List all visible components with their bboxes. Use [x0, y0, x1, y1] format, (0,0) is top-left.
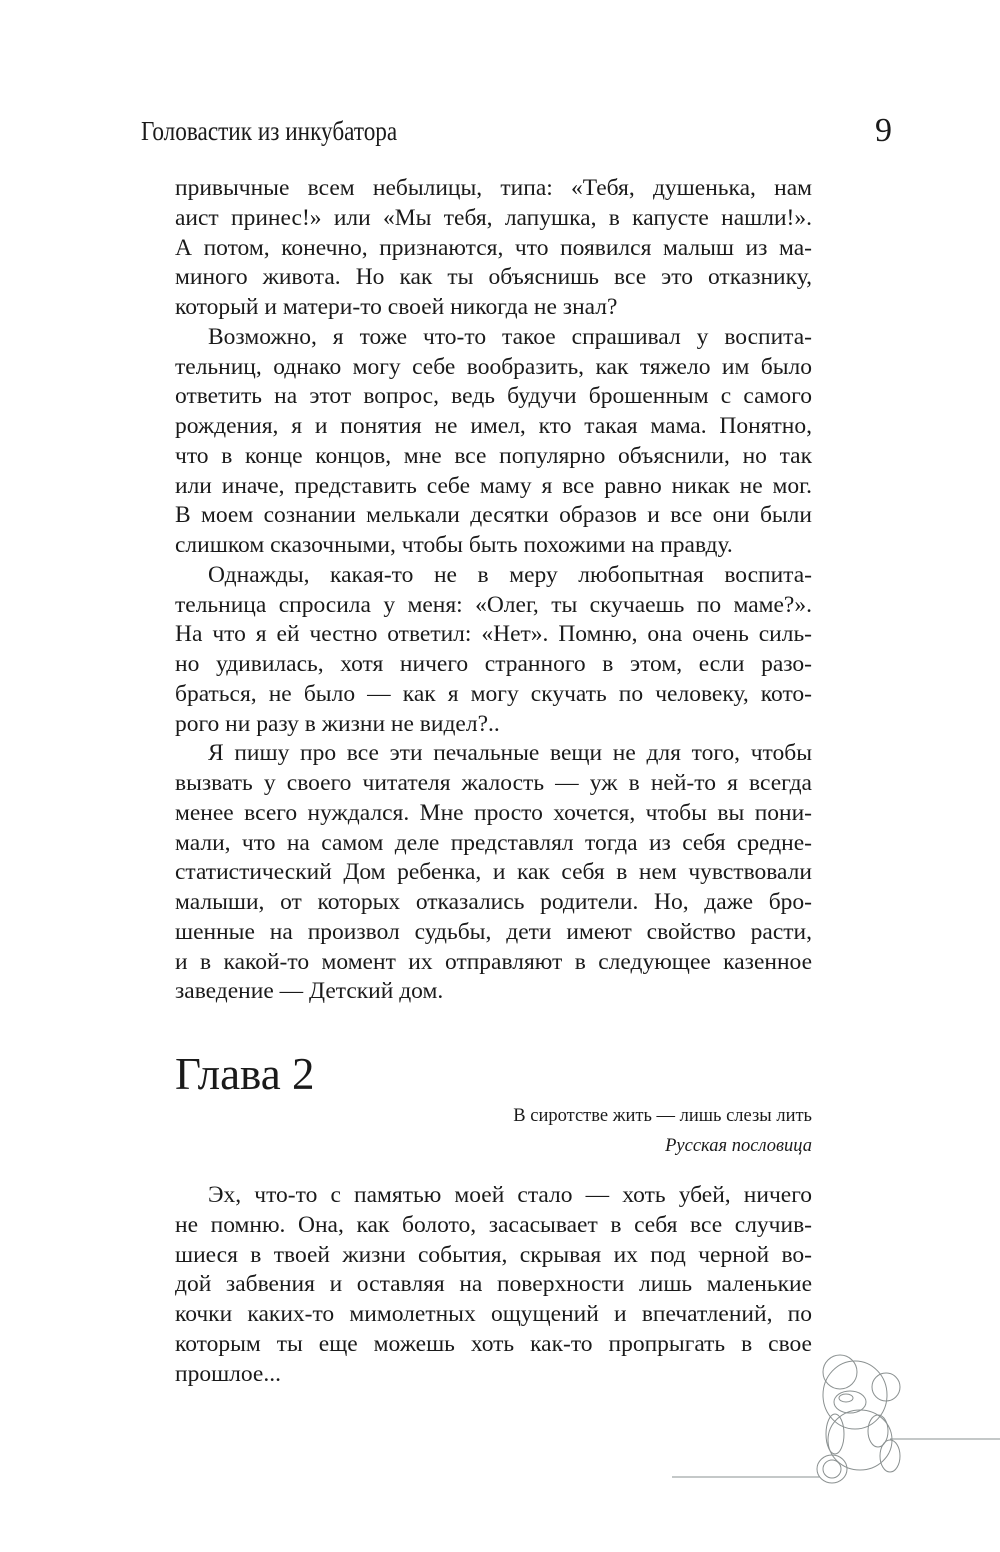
text-line: статистический Дом ребенка, и как себя в нем чувствовали	[175, 859, 812, 886]
text-line: мали, что на самом деле представлял тогда из себя средне-	[175, 829, 812, 856]
text-line: ответить на этот вопрос, ведь будучи брошенным с самого	[175, 383, 812, 410]
text-line: не помню. Она, как болото, засасывает в себя все случив-	[175, 1211, 812, 1238]
text-line: шиеся в твоей жизни события, скрывая их под черной во-	[175, 1241, 812, 1268]
text-line: миного живота. Но как ты объяснишь все это отказнику,	[175, 264, 812, 291]
text-line: рождения, я и понятия не имел, кто такая мама. Понятно,	[175, 413, 812, 439]
text-line: которым ты еще можешь хоть как-то пропрыгать в свое	[175, 1330, 812, 1357]
text-line: браться, не было — как я могу скучать по человеку, кото-	[175, 680, 812, 707]
text-line: На что я ей честно ответил: «Нет». Помню, она очень силь-	[175, 621, 812, 648]
text-line: вызвать у своего читателя жалость — уж в ней-то я всегда	[175, 770, 812, 796]
text-line: кочки каких-то мимолетных ощущений и впечатлений, по	[175, 1301, 812, 1327]
text-line: слишком сказочными, чтобы быть похожими на правду.	[175, 532, 733, 558]
text-line: рого ни разу в жизни не видел?..	[175, 710, 500, 737]
text-line: Возможно, я тоже что-то такое спрашивал у воспита-	[208, 323, 812, 350]
text-line: и в какой-то момент их отправляют в следующее казенное	[175, 948, 812, 975]
text-line: аист принес!» или «Мы тебя, лапушка, в капусте нашли!».	[175, 204, 812, 231]
text-line: заведение — Детский дом.	[175, 978, 444, 1005]
text-line: Я пишу про все эти печальные вещи не для того, чтобы	[208, 740, 812, 767]
body-text-top	[175, 174, 812, 1007]
teddy-bear-icon	[660, 1340, 1000, 1500]
text-line: А потом, конечно, признаются, что появился малыш из ма-	[175, 234, 812, 261]
text-line: Эх, что-то с памятью моей стало — хоть убей, ничего	[208, 1182, 812, 1208]
text-line: дой забвения и оставляя на поверхности лишь маленькие	[175, 1271, 812, 1298]
text-line: В моем сознании мелькали десятки образов и все они были	[175, 502, 812, 529]
text-line: привычные всем небылицы, типа: «Тебя, душенька, нам	[175, 175, 812, 201]
page-number: 9	[875, 112, 892, 149]
epigraph: В сиротстве жить — лишь слезы лить	[513, 1106, 812, 1126]
text-line: что в конце концов, мне все популярно объяснили, но так	[175, 442, 812, 469]
text-line: или иначе, представить себе маму я все равно никак не мог.	[175, 472, 812, 499]
text-line: тельниц, однако могу себе вообразить, как тяжело им было	[175, 353, 812, 380]
text-line: Однажды, какая-то не в меру любопытная воспита-	[208, 561, 812, 588]
text-line: тельница спросила у меня: «Олег, ты скучаешь по маме?».	[175, 591, 812, 618]
text-line: шенные на произвол судьбы, дети имеют свойство расти,	[175, 918, 812, 945]
running-title: Головастик из инкубатора	[141, 116, 398, 146]
text-line: менее всего нуждался. Мне просто хочется, чтобы вы пони-	[175, 799, 812, 826]
chapter-title: Глава 2	[175, 1049, 315, 1099]
epigraph-source: Русская пословица	[665, 1136, 812, 1156]
text-line: который и матери-то своей никогда не знал?	[175, 294, 618, 320]
text-line: но удивилась, хотя ничего странного в этом, если разо-	[175, 651, 812, 677]
text-line: прошлое...	[175, 1360, 281, 1387]
text-line: малыши, от которых отказались родители. Но, даже бро-	[175, 889, 812, 915]
